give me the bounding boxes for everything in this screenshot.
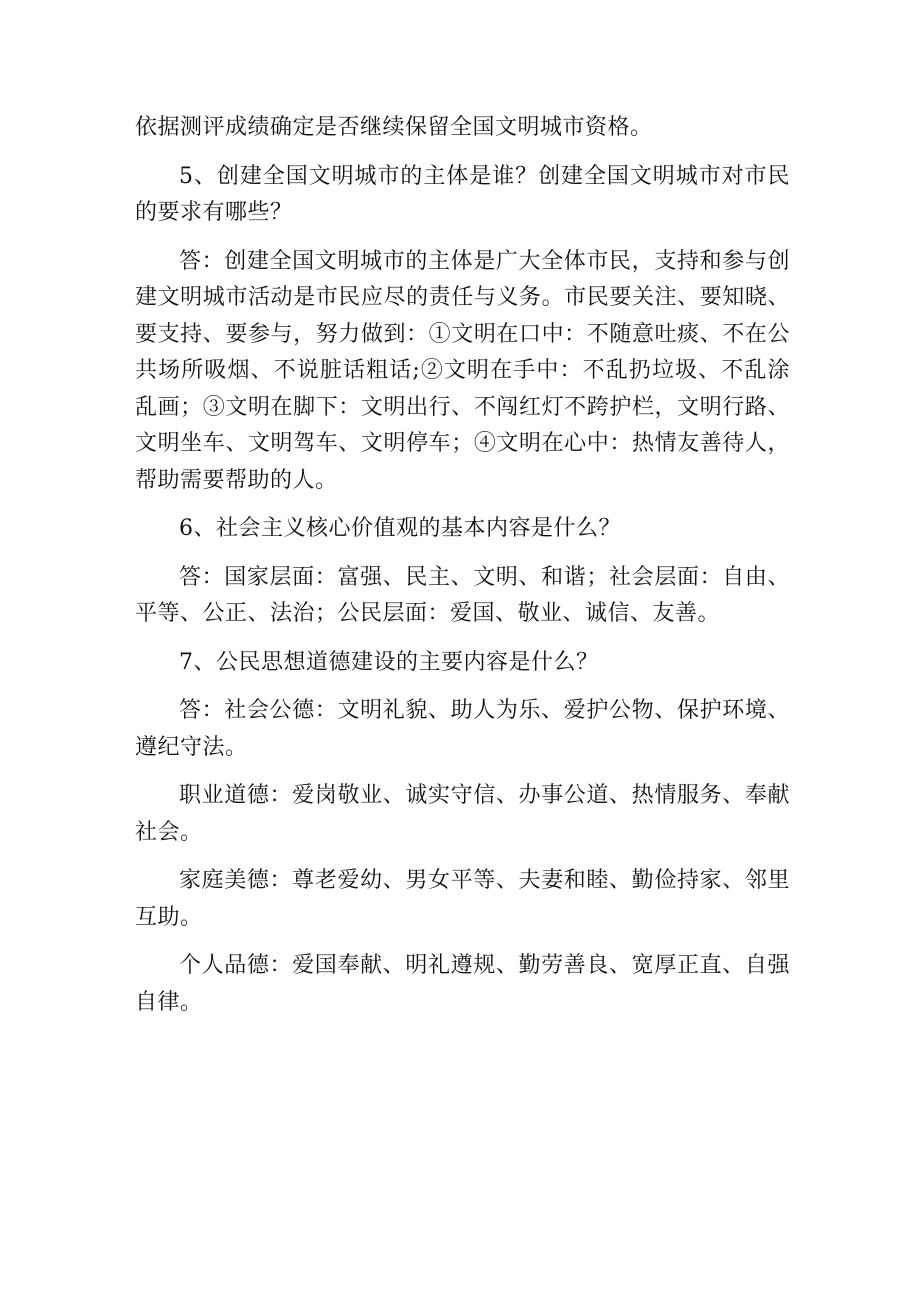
question-7: 7、公民思想道德建设的主要内容是什么？ bbox=[179, 649, 599, 675]
answer-7-social-morality: 答：社会公德：文明礼貌、助人为乐、爱护公物、保护环境、遵纪守法。 bbox=[135, 698, 790, 760]
answer-7-family-virtues: 家庭美德：尊老爱幼、男女平等、夫妻和睦、勤俭持家、邻里互助。 bbox=[135, 868, 790, 930]
answer-7-personal-character: 个人品德：爱国奉献、明礼遵规、勤劳善良、宽厚正直、自强自律。 bbox=[135, 953, 790, 1015]
paragraph-continuation: 依据测评成绩确定是否继续保留全国文明城市资格。 bbox=[135, 115, 653, 140]
answer-5: 答：创建全国文明城市的主体是广大全体市民，支持和参与创建文明城市活动是市民应尽的责任与义务。市民要关注、要知晓、要支持、要参与，努力做到：①文明在口中：不随意吐痰、不在公共场所吸烟、不说脏话粗话;②文明在手中：不乱扔垃圾、不乱涂乱画；③文明在脚下：文明出行、不闯红灯不跨护栏，文明行路、文明坐车、文明驾车、文明停车；④文明在心中：热情友善待人，帮助需要帮助的人。 bbox=[135, 248, 790, 493]
document-body bbox=[135, 110, 790, 1033]
question-6: 6、社会主义核心价值观的基本内容是什么？ bbox=[179, 516, 621, 541]
answer-6: 答：国家层面：富强、民主、文明、和谐；社会层面：自由、平等、公正、法治；公民层面：爱国、敬业、诚信、友善。 bbox=[135, 564, 790, 626]
answer-7-professional-ethics: 职业道德：爱岗敬业、诚实守信、办事公道、热情服务、奉献社会。 bbox=[135, 783, 790, 845]
question-5: 5、创建全国文明城市的主体是谁？创建全国文明城市对市民的要求有哪些？ bbox=[135, 163, 790, 225]
